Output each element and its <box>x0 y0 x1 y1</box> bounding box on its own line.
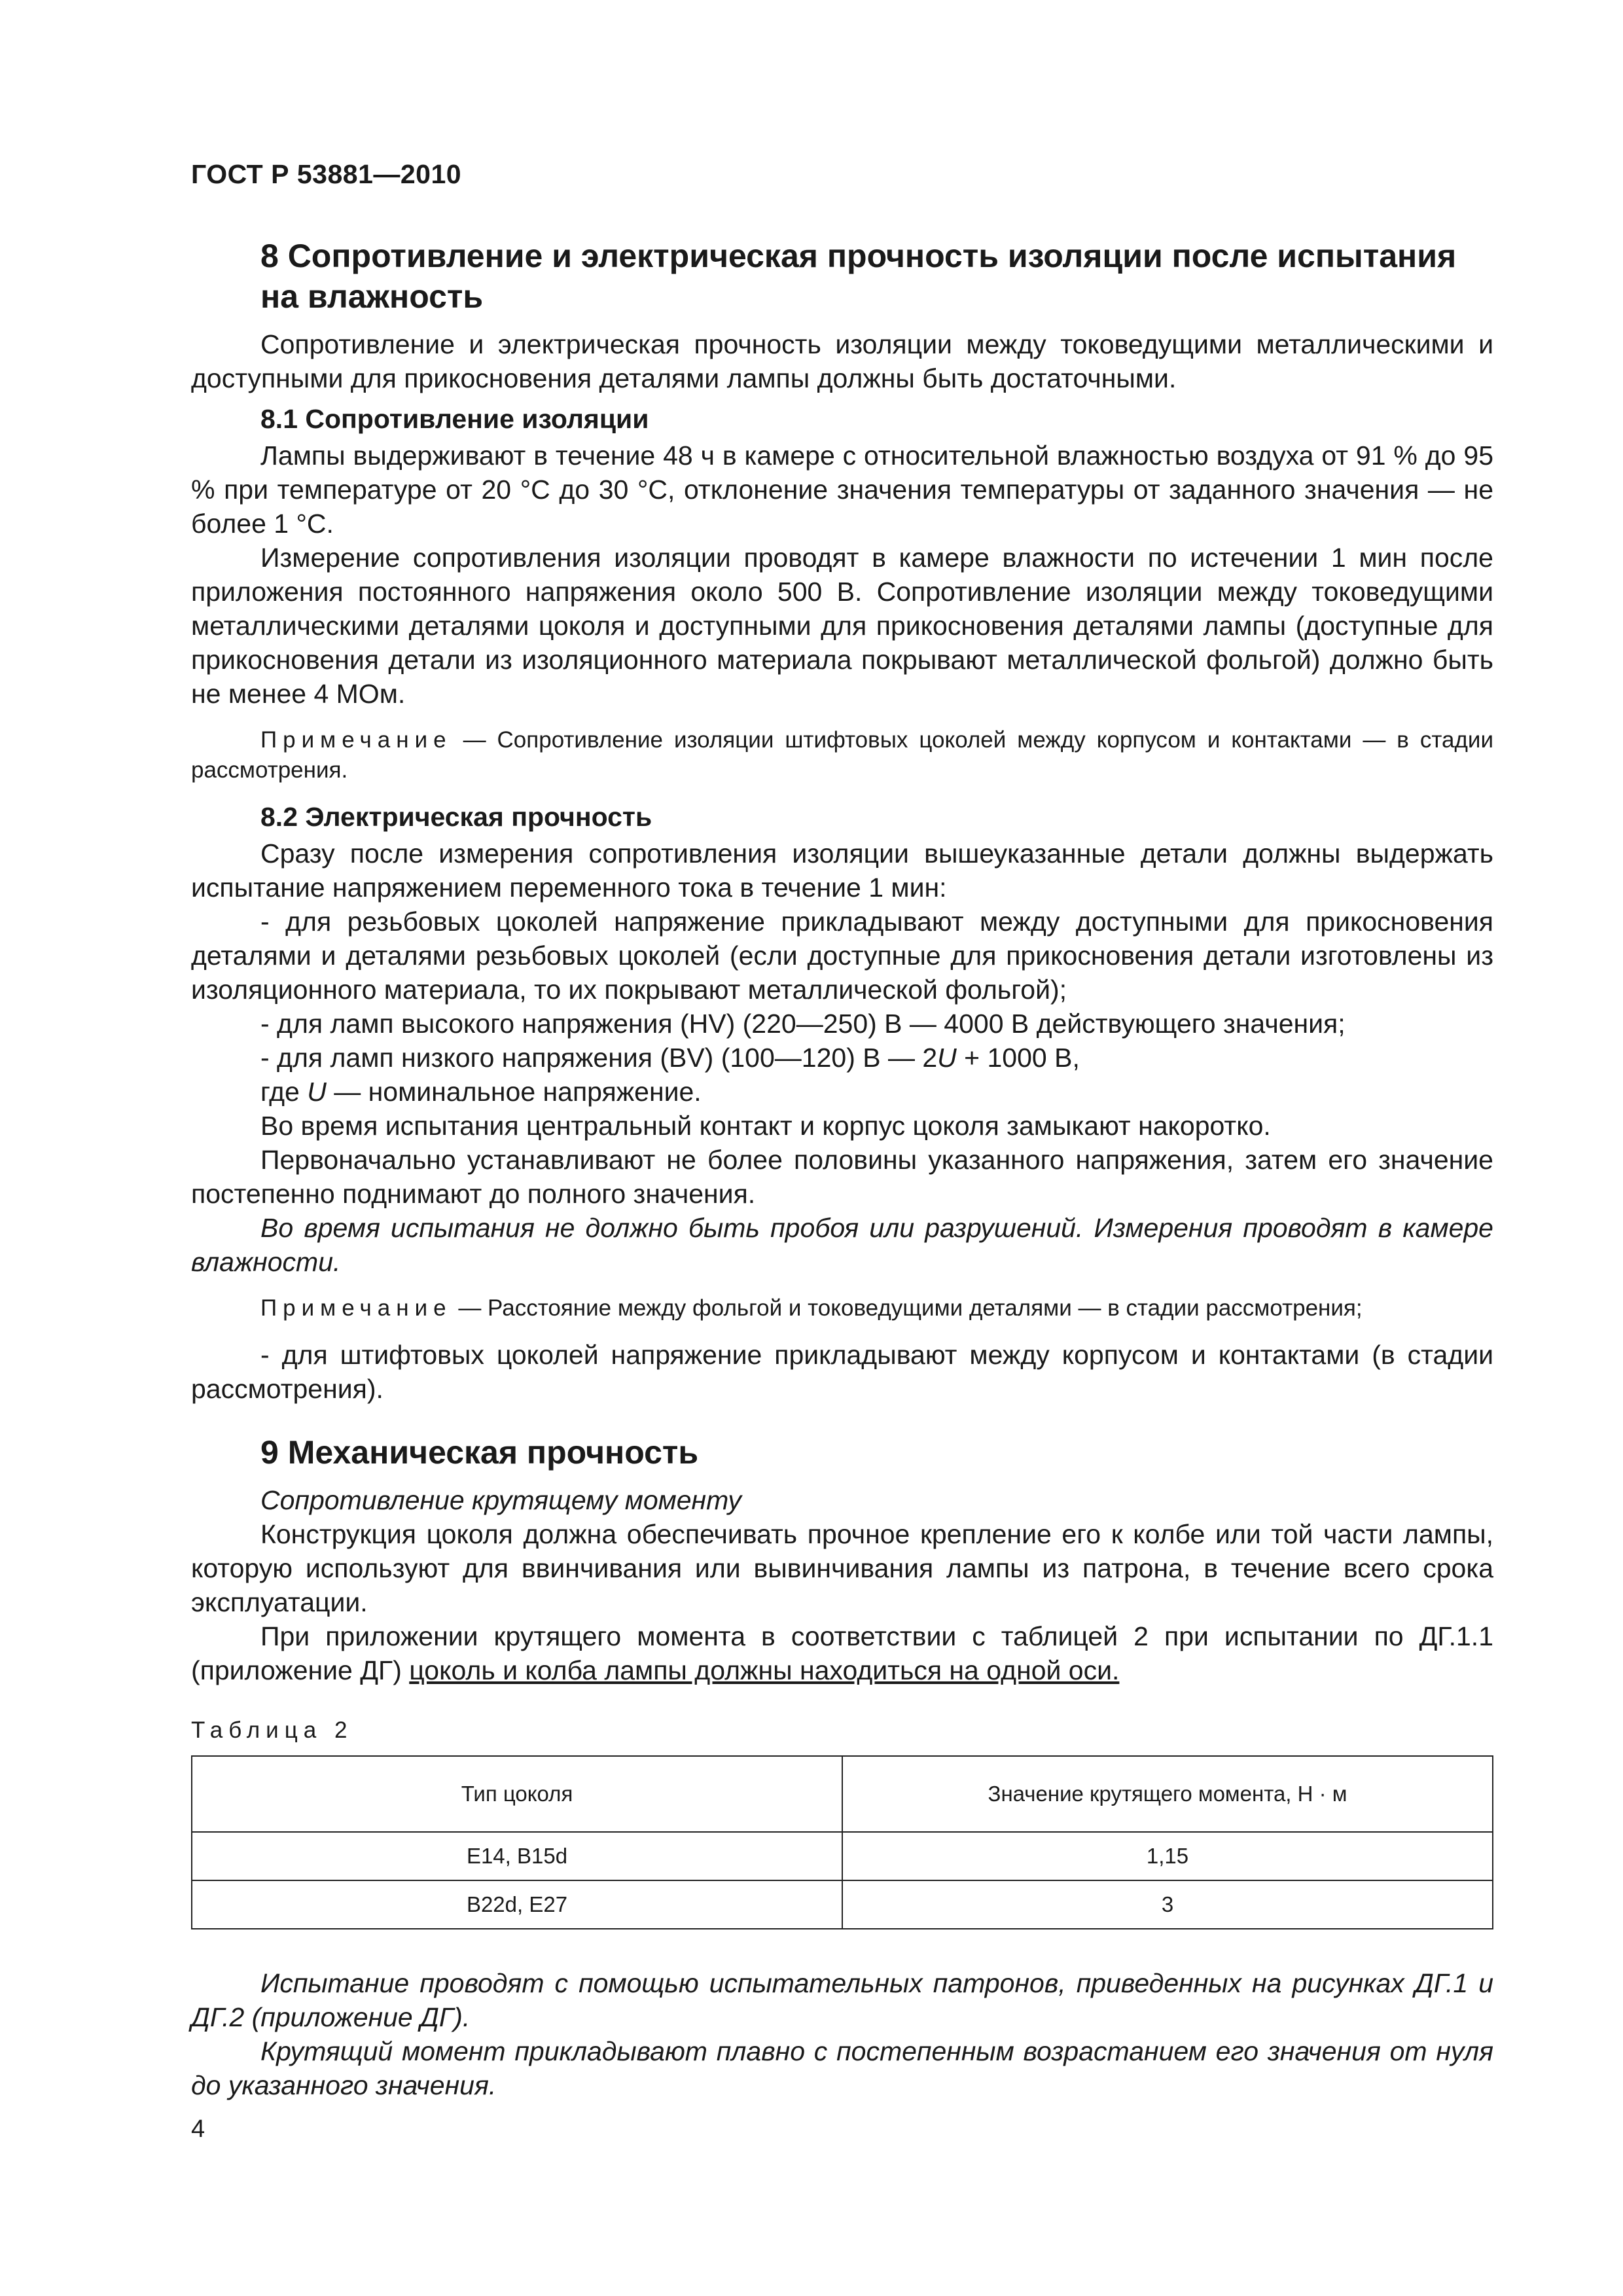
paragraph-2-underlined: цоколь и колба лампы должны находиться на одной оси. <box>409 1655 1120 1685</box>
table-row <box>192 1880 1493 1929</box>
section-8-2-paragraph-1: Сразу после измерения сопротивления изоляции вышеуказанные детали должны выдержать испытание напряжением переменного тока в течение 1 мин: <box>191 838 1493 903</box>
section-8-1-paragraph-2: Измерение сопротивления изоляции проводят в камере влажности по истечении 1 мин после приложения постоянного напряжения около 500 В. Сопротивление изоляции между токоведущими металлическими деталями цоколя и доступными для прикосновения деталями лампы (доступные для прикосновения детали из изоляционного материала покрывают металлической фольгой) должно быть не менее 4 МОм. <box>191 543 1493 709</box>
section-8-2-title: 8.2 Электрическая прочность <box>260 802 652 832</box>
note-label: Примечание <box>260 1295 452 1321</box>
dash-item-3-tail: + 1000 В, <box>956 1043 1080 1073</box>
where-text: где <box>260 1077 308 1107</box>
section-8-2-dash-item-3 <box>191 1041 1493 1075</box>
cell-torque: 3 <box>842 1880 1493 1929</box>
section-9-title: 9 Механическая прочность <box>260 1434 699 1471</box>
section-9-subtitle: Сопротивление крутящему моменту <box>260 1485 741 1515</box>
section-8-1-title: 8.1 Сопротивление изоляции <box>260 404 649 434</box>
section-8-title: 8 Сопротивление и электрическая прочность изоляции после испытания на влажность <box>260 238 1457 315</box>
note-text: — Расстояние между фольгой и токоведущими деталями — в стадии рассмотрения; <box>452 1295 1363 1321</box>
column-header-torque: Значение крутящего момента, Н · м <box>842 1756 1493 1832</box>
where-tail: — номинальное напряжение. <box>326 1077 702 1107</box>
section-9-paragraph-3: Испытание проводят с помощью испытательных патронов, приведенных на рисунках ДГ.1 и ДГ.2 (приложение ДГ). <box>191 1968 1493 2032</box>
cell-torque: 1,15 <box>842 1832 1493 1880</box>
note-label: Примечание <box>260 727 452 753</box>
section-8-2-paragraph-2: Во время испытания центральный контакт и корпус цоколя замыкают накоротко. <box>260 1111 1271 1141</box>
section-8-2-note <box>191 1293 1493 1323</box>
section-8-2-dash-item-2: - для ламп высокого напряжения (HV) (220—250) В — 4000 В действующего значения; <box>260 1009 1346 1039</box>
section-8-1-paragraph-1: Лампы выдерживают в течение 48 ч в камере с относительной влажностью воздуха от 91 % до 95 % при температуре от 20 °С до 30 °С, отклонение значения температуры от заданного значения — не более 1 °С. <box>191 440 1493 539</box>
document-header: ГОСТ Р 53881—2010 <box>191 159 462 189</box>
section-8-intro: Сопротивление и электрическая прочность изоляции между токоведущими металлическими и доступными для прикосновения деталями лампы должны быть достаточными. <box>191 329 1493 393</box>
section-8-2-where <box>191 1075 1493 1109</box>
page-content <box>191 236 1493 2102</box>
table-row <box>192 1832 1493 1880</box>
table-2 <box>191 1755 1493 1929</box>
section-9-paragraph-4: Крутящий момент прикладывают плавно с постепенным возрастанием его значения от нуля до указанного значения. <box>191 2036 1493 2100</box>
section-8-2-paragraph-4: Во время испытания не должно быть пробоя или разрушений. Измерения проводят в камере влажности. <box>191 1213 1493 1277</box>
variable-u: U <box>937 1043 957 1073</box>
section-9-paragraph-2 <box>191 1619 1493 1687</box>
section-8-2-dash-item-1: - для резьбовых цоколей напряжение прикладывают между доступными для прикосновения деталями и деталями резьбовых цоколей (если доступные для прикосновения детали изготовлены из изоляционного материала, то их покрывают металлической фольгой); <box>191 906 1493 1005</box>
section-gap <box>191 1406 1493 1432</box>
section-8-2-paragraph-3: Первоначально устанавливают не более половины указанного напряжения, затем его значение постепенно поднимают до полного значения. <box>191 1145 1493 1209</box>
cell-base-type: B22d, E27 <box>192 1880 842 1929</box>
variable-u: U <box>307 1077 327 1107</box>
note-text: — Сопротивление изоляции штифтовых цоколей между корпусом и контактами — в стадии рассмотрения. <box>191 727 1493 783</box>
table-header-row <box>192 1756 1493 1832</box>
section-8-2-dash-item-4: - для штифтовых цоколей напряжение прикладывают между корпусом и контактами (в стадии рассмотрения). <box>191 1340 1493 1404</box>
page-number: 4 <box>191 2115 205 2143</box>
paragraph-2-text: При приложении крутящего момента в соответствии с таблицей 2 при испытании по ДГ.1.1 (приложение ДГ) <box>191 1621 1493 1685</box>
dash-item-3-text: - для ламп низкого напряжения (BV) (100—120) В — 2 <box>260 1043 938 1073</box>
table-gap <box>191 1929 1493 1966</box>
column-header-base-type: Тип цоколя <box>192 1756 842 1832</box>
cell-base-type: E14, B15d <box>192 1832 842 1880</box>
section-8-1-note <box>191 725 1493 785</box>
table-2-caption: Таблица 2 <box>191 1717 353 1743</box>
section-9-paragraph-1: Конструкция цоколя должна обеспечивать прочное крепление его к колбе или той части лампы, которую используют для ввинчивания или вывинчивания лампы из патрона, в течение всего срока эксплуатации. <box>191 1519 1493 1617</box>
